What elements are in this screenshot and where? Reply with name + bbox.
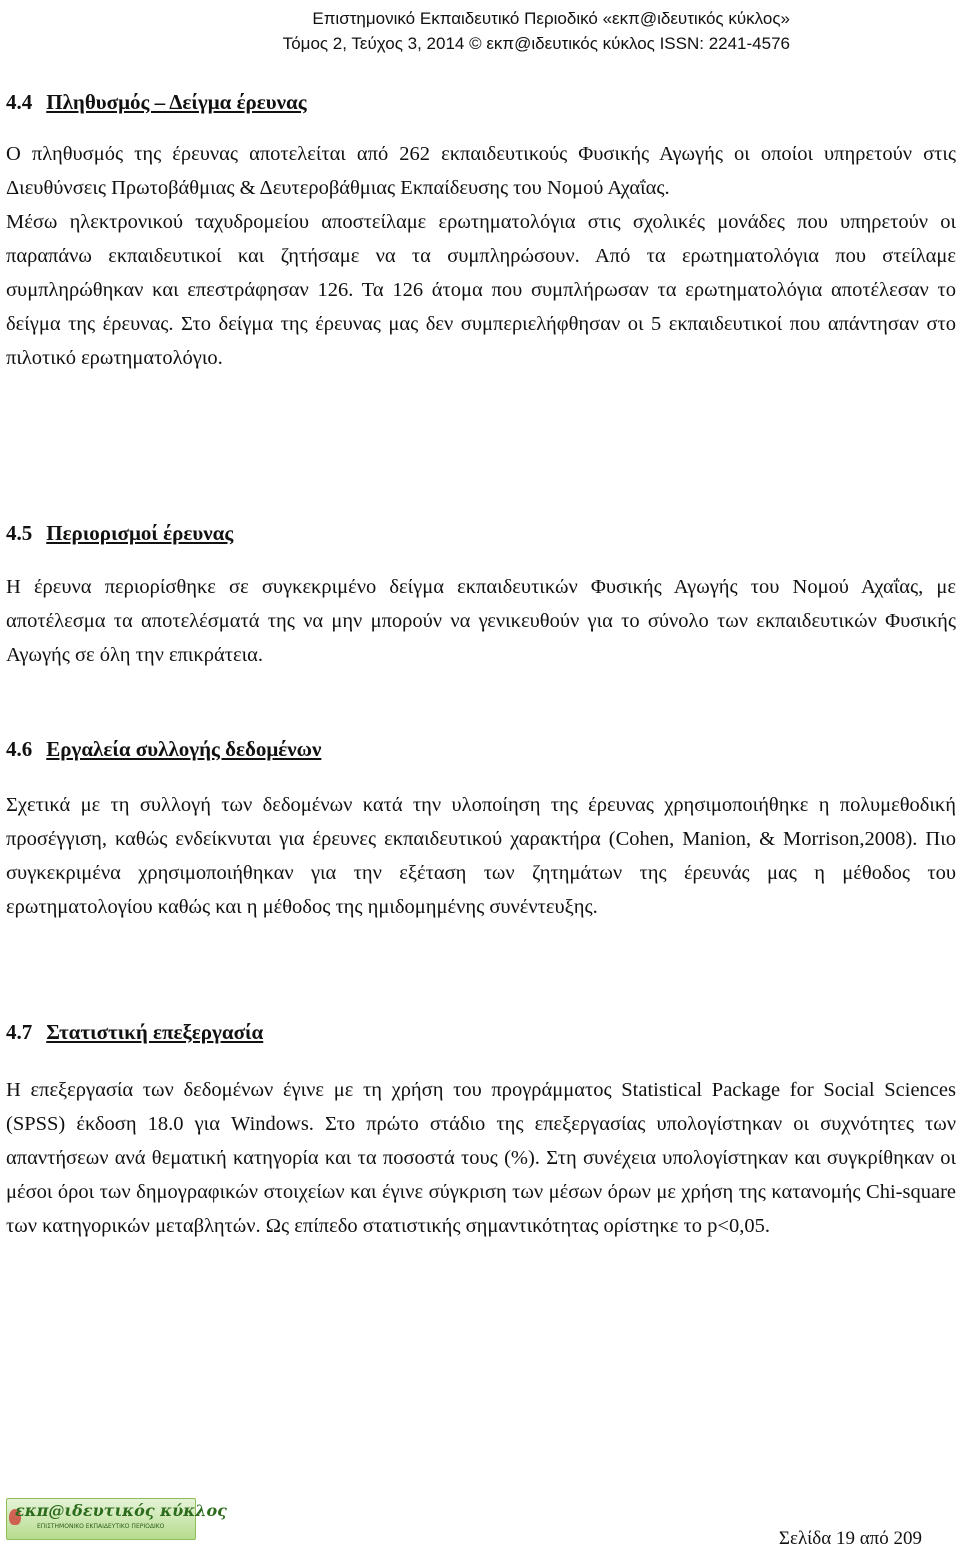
section-number: 4.7	[6, 1020, 33, 1044]
section-title: Εργαλεία συλλογής δεδομένων	[46, 737, 322, 761]
journal-logo	[6, 1498, 227, 1540]
logo-subtext: ΕΠΙΣΤΗΜΟΝΙΚΟ ΕΚΠΑΙΔΕΥΤΙΚΟ ΠΕΡΙΟΔΙΚΟ	[37, 1523, 165, 1530]
section-4-5	[6, 521, 956, 672]
section-number: 4.5	[6, 521, 33, 545]
section-number: 4.4	[6, 90, 33, 114]
paragraph: Ο πληθυσμός της έρευνας αποτελείται από 262 εκπαιδευτικούς Φυσικής Αγωγής οι οποίοι υπηρετούν στις Διευθύνσεις Πρωτοβάθμιας & Δευτεροβάθμιας Εκπαίδευσης του Νομού Αχαΐας.	[6, 143, 956, 199]
paragraph: Η έρευνα περιορίσθηκε σε συγκεκριμένο δείγμα εκπαιδευτικών Φυσικής Αγωγής του Νομού Αχαΐας, με αποτέλεσμα τα αποτελέσματά της να μην μπορούν να γενικευθούν για το σύνολο των εκπαιδευτικών Φυσικής Αγωγής σε όλη την επικράτεια.	[6, 576, 956, 666]
section-4-7	[6, 1020, 956, 1243]
journal-issue: Τόμος 2, Τεύχος 3, 2014 © εκπ@ιδευτικός κύκλος ISSN: 2241-4576	[282, 34, 790, 53]
section-heading	[6, 737, 956, 762]
section-title: Στατιστική επεξεργασία	[46, 1020, 264, 1044]
page-number: Σελίδα 19 από 209	[778, 1528, 922, 1549]
page-header	[283, 6, 790, 56]
logo-text: εκπ@ιδευτικός κύκλος	[15, 1501, 227, 1520]
paragraph: Σχετικά με τη συλλογή των δεδομένων κατά την υλοποίηση της έρευνας χρησιμοποιήθηκε η πολυμεθοδική προσέγγιση, καθώς ενδείκνυται για έρευνες εκπαιδευτικού χαρακτήρα (Cohen, Manion, & Morrison,2008). Πιο συγκεκριμένα χρησιμοποιήθηκαν για την εξέταση των ζητημάτων της έρευνάς μας η μέθοδος του ερωτηματολογίου καθώς και η μέθοδος της ημιδομημένης συνέντευξης.	[6, 794, 956, 918]
section-heading	[6, 521, 956, 546]
section-heading	[6, 90, 956, 115]
paragraph: Μέσω ηλεκτρονικού ταχυδρομείου αποστείλαμε ερωτηματολόγια στις σχολικές μονάδες που υπηρετούν οι παραπάνω εκπαιδευτικοί και ζητήσαμε να τα συμπληρώσουν. Από τα ερωτηματολόγια που στείλαμε συμπληρώθηκαν και επεστράφησαν 126. Τα 126 άτομα που συμπλήρωσαν τα ερωτηματολόγια αποτέλεσαν το δείγμα της έρευνας. Στο δείγμα της έρευνας μας δεν συμπεριελήφθησαν οι 5 εκπαιδευτικοί που απάντησαν στο πιλοτικό ερωτηματολόγιο.	[6, 211, 956, 369]
journal-title: Επιστημονικό Εκπαιδευτικό Περιοδικό «εκπ@ιδευτικός κύκλος»	[312, 9, 790, 28]
section-4-6	[6, 737, 956, 924]
section-4-4	[6, 90, 956, 375]
section-heading	[6, 1020, 956, 1045]
section-title: Πληθυσμός – Δείγμα έρευνας	[46, 90, 307, 114]
section-title: Περιορισμοί έρευνας	[46, 521, 234, 545]
paragraph: Η επεξεργασία των δεδομένων έγινε με τη χρήση του προγράμματος Statistical Package for Social Sciences (SPSS) έκδοση 18.0 για Windows. Στο πρώτο στάδιο της επεξεργασίας υπολογίστηκαν οι συχνότητες των απαντήσεων ανά θεματική κατηγορία και τα ποσοστά τους (%). Στη συνέχεια υπολογίστηκαν και συγκρίθηκαν οι μέσοι όροι των δημογραφικών στοιχείων και έγινε σύγκριση των μέσων όρων με χρήση της κατανομής Chi-square των κατηγορικών μεταβλητών. Ως επίπεδο στατιστικής σημαντικότητας ορίστηκε το p<0,05.	[6, 1079, 956, 1237]
section-number: 4.6	[6, 737, 33, 761]
